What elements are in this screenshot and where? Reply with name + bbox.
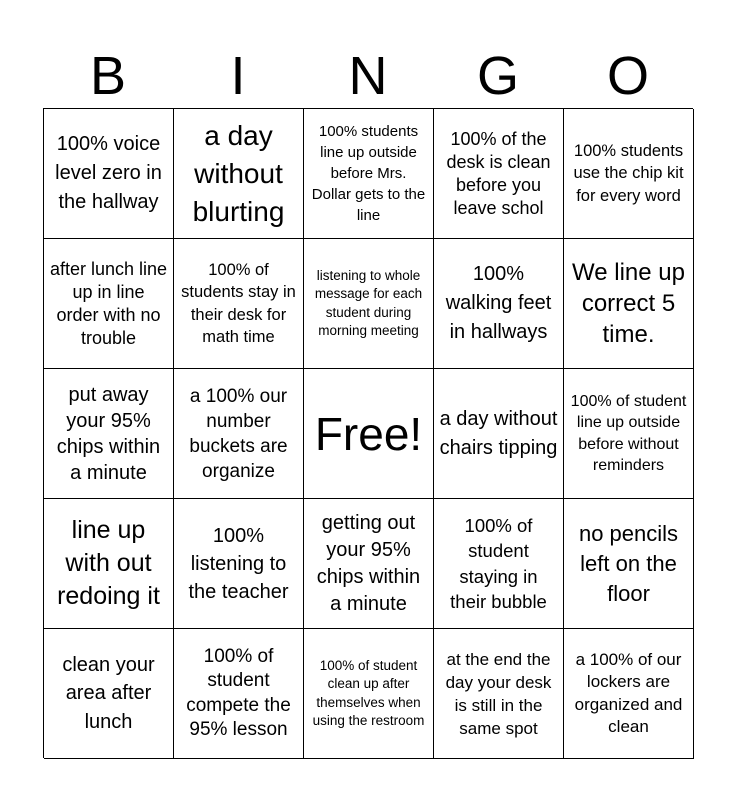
bingo-cell-r4c3[interactable] <box>304 499 434 629</box>
header-letter-g: G <box>476 46 519 106</box>
bingo-cell-r2c4[interactable] <box>434 239 564 369</box>
cell-text: listening to whole message for each student during morning meeting <box>314 267 423 338</box>
bingo-cell-r4c1[interactable] <box>44 499 174 629</box>
cell-text: a day without blurting <box>192 119 285 227</box>
cell-text: a 100% our number buckets are organize <box>189 385 288 482</box>
bingo-cell-r2c1[interactable] <box>44 239 174 369</box>
cell-text: 100% of students stay in their desk for math time <box>181 260 296 346</box>
header-letter-n: N <box>348 46 388 106</box>
bingo-cell-r3c5[interactable] <box>564 369 694 499</box>
cell-text: line up with out redoing it <box>57 516 160 610</box>
bingo-header <box>43 44 693 108</box>
bingo-cell-r1c2[interactable] <box>174 109 304 239</box>
bingo-cell-r2c3[interactable] <box>304 239 434 369</box>
bingo-cell-r1c3[interactable] <box>304 109 434 239</box>
cell-text: put away your 95% chips within a minute <box>56 383 161 484</box>
bingo-cell-r3c2[interactable] <box>174 369 304 499</box>
cell-text: 100% of student staying in their bubble <box>450 514 547 612</box>
cell-text: 100% of student compete the 95% lesson <box>186 645 291 740</box>
cell-text: a 100% of our lockers are organized and clean <box>574 649 683 736</box>
bingo-cell-r2c2[interactable] <box>174 239 304 369</box>
cell-text: after lunch line up in line order with no trouble <box>49 258 168 348</box>
header-letter-i: I <box>230 46 246 106</box>
bingo-cell-r2c5[interactable] <box>564 239 694 369</box>
cell-text: 100% voice level zero in the hallway <box>55 133 162 213</box>
cell-text: at the end the day your desk is still in the same spot <box>445 649 552 738</box>
header-letter-b: B <box>89 46 127 106</box>
bingo-board <box>43 108 693 758</box>
cell-text: 100% of student clean up after themselves when using the restroom <box>312 657 425 728</box>
bingo-cell-r5c4[interactable] <box>434 629 564 759</box>
bingo-cell-r3c4[interactable] <box>434 369 564 499</box>
cell-text: We line up correct 5 time. <box>572 259 685 348</box>
bingo-cell-r1c5[interactable] <box>564 109 694 239</box>
bingo-cell-r1c4[interactable] <box>434 109 564 239</box>
bingo-cell-r3c1[interactable] <box>44 369 174 499</box>
header-letter-o: O <box>606 46 649 106</box>
cell-text: 100% of the desk is clean before you leave schol <box>446 128 551 218</box>
cell-text: 100% of student line up outside before without reminders <box>570 392 687 474</box>
cell-text: 100% students use the chip kit for every word <box>573 141 684 205</box>
cell-text: 100% listening to the teacher <box>188 524 289 603</box>
bingo-cell-r5c5[interactable] <box>564 629 694 759</box>
cell-text: clean your area after lunch <box>62 653 155 733</box>
bingo-cell-r4c2[interactable] <box>174 499 304 629</box>
bingo-cell-r5c2[interactable] <box>174 629 304 759</box>
bingo-cell-r4c4[interactable] <box>434 499 564 629</box>
bingo-cell-r1c1[interactable] <box>44 109 174 239</box>
cell-text: a day without chairs tipping <box>439 407 558 459</box>
cell-text: 100% walking feet in hallways <box>445 263 552 343</box>
bingo-cell-r4c5[interactable] <box>564 499 694 629</box>
cell-text: no pencils left on the floor <box>578 520 679 606</box>
cell-text: 100% students line up outside before Mrs. Dollar gets to the line <box>311 123 426 224</box>
bingo-cell-r5c1[interactable] <box>44 629 174 759</box>
cell-text-free: Free! <box>314 407 423 460</box>
bingo-cell-r3c3[interactable] <box>304 369 434 499</box>
cell-text: getting out your 95% chips within a minute <box>316 511 421 615</box>
bingo-cell-r5c3[interactable] <box>304 629 434 759</box>
